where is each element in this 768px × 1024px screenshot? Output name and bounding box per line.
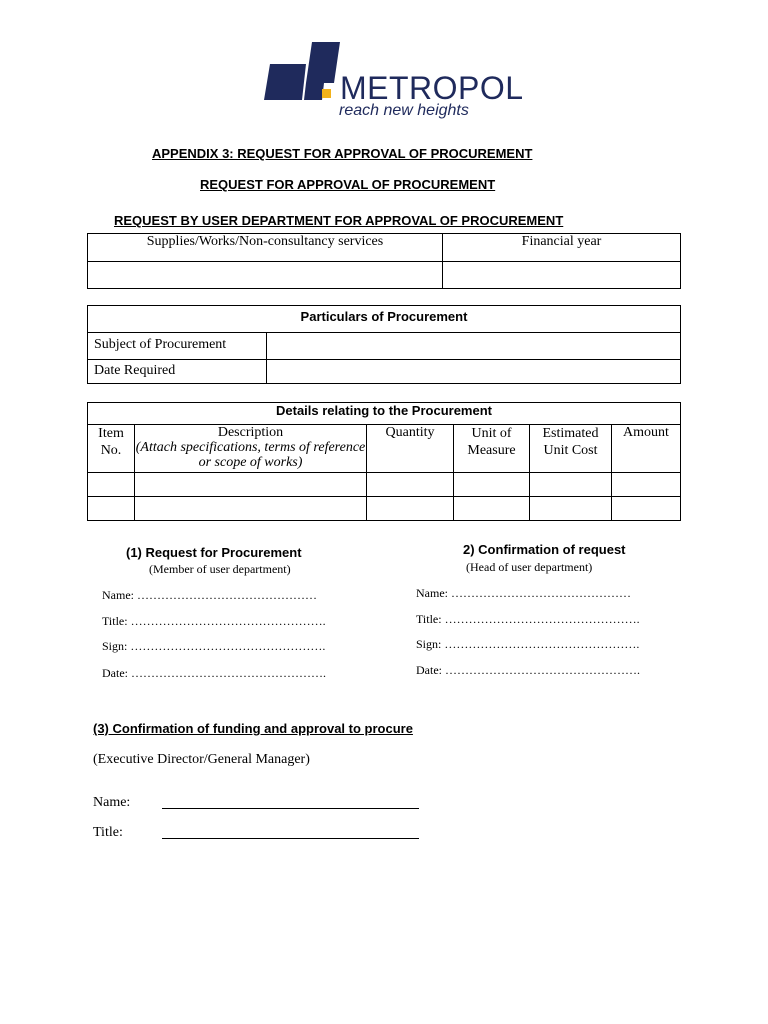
cell[interactable] [454,473,530,497]
details-title: Details relating to the Procurement [88,403,681,425]
section1-title: (1) Request for Procurement [126,545,302,560]
appendix-heading: APPENDIX 3: REQUEST FOR APPROVAL OF PROCUREMENT [152,146,533,161]
table-row [88,497,681,521]
subject-cell[interactable] [267,333,681,360]
col-description [135,425,367,473]
logo-mark-gold [322,89,331,98]
col-item-no: Item No. [88,425,135,473]
section2-sign[interactable]: Sign: …………………………………………. [416,637,640,651]
particulars-title: Particulars of Procurement [88,306,681,333]
section3-title-label: Title: [93,825,123,840]
request-heading: REQUEST FOR APPROVAL OF PROCUREMENT [200,177,496,192]
section1-name[interactable]: Name: ……………………………………… [102,588,317,602]
cell[interactable] [367,473,454,497]
user-dept-heading: REQUEST BY USER DEPARTMENT FOR APPROVAL OF PROCUREMENT [114,213,564,228]
section1-subtitle: (Member of user department) [149,562,291,576]
section2-title-line[interactable]: Title: …………………………………………. [416,612,640,626]
category-cell[interactable] [88,262,443,289]
details-table [87,402,681,521]
col-unit-cost: Estimated Unit Cost [530,425,612,473]
date-required-label: Date Required [88,360,267,384]
logo-mark-upper [306,42,340,83]
cell[interactable] [612,497,681,521]
cell[interactable] [530,473,612,497]
section1-date[interactable]: Date: …………………………………………. [102,666,326,680]
financial-year-header: Financial year [443,234,681,262]
cell[interactable] [530,497,612,521]
category-header: Supplies/Works/Non-consultancy services [88,234,443,262]
date-required-cell[interactable] [267,360,681,384]
section3-subtitle: (Executive Director/General Manager) [93,752,310,767]
col-unit-measure: Unit of Measure [454,425,530,473]
section3-title-line[interactable] [162,838,419,839]
logo-tagline: reach new heights [339,102,469,119]
section3-name-label: Name: [93,795,131,810]
logo-wordmark: METROPOL [340,70,524,106]
logo-mark-block [304,83,324,100]
cell[interactable] [88,473,135,497]
section3-title: (3) Confirmation of funding and approval to procure [93,721,413,736]
cell[interactable] [135,473,367,497]
description-note: (Attach specifications, terms of reference or scope of works) [135,440,366,470]
col-quantity: Quantity [367,425,454,473]
section2-subtitle: (Head of user department) [466,560,593,574]
section2-name[interactable]: Name: ……………………………………… [416,586,631,600]
description-label: Description [217,425,284,440]
cell[interactable] [454,497,530,521]
table-row [88,473,681,497]
particulars-table [87,305,681,384]
cell[interactable] [612,473,681,497]
cell[interactable] [88,497,135,521]
cell[interactable] [135,497,367,521]
subject-label: Subject of Procurement [88,333,267,360]
section2-date[interactable]: Date: …………………………………………. [416,663,640,677]
col-amount: Amount [612,425,681,473]
financial-year-cell[interactable] [443,262,681,289]
category-table [87,233,681,289]
section2-title: 2) Confirmation of request [463,542,626,557]
logo-mark-lower [264,64,306,100]
cell[interactable] [367,497,454,521]
section3-name-line[interactable] [162,808,419,809]
section1-title-line[interactable]: Title: …………………………………………. [102,614,326,628]
section1-sign[interactable]: Sign: …………………………………………. [102,639,326,653]
